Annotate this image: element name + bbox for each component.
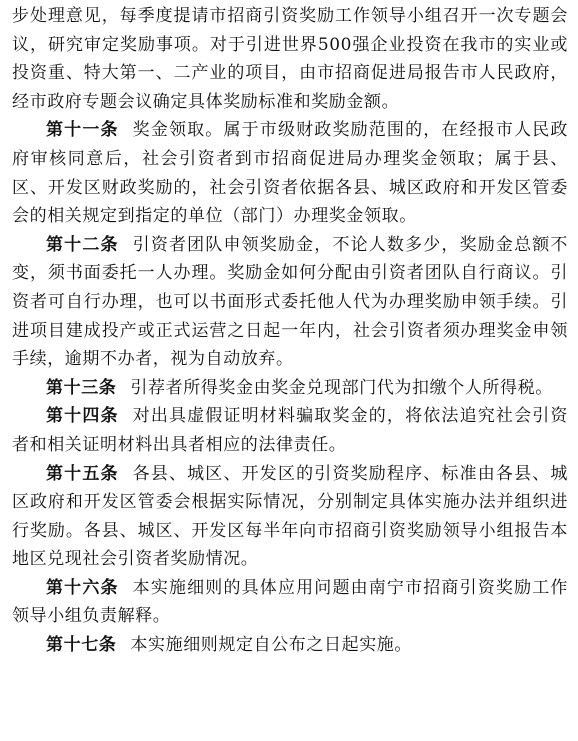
article-heading: 第十六条 xyxy=(46,577,119,598)
paragraph-text: 本实施细则的具体应用问题由南宁市招商引资奖励工作领导小组负责解释。 xyxy=(12,577,568,627)
paragraph-text: 引资者团队申领奖励金，不论人数多少，奖励金总额不变，须书面委托一人办理。奖励金如何分配由引资者团队自行商议。引资者可自行办理，也可以书面形式委托他人代为办理奖励申领手续。引进项目建成投产或正式运营之日起一年内，社会引资者须办理奖金申领手续，逾期不办者，视为自动放弃。 xyxy=(12,234,568,370)
article-15 xyxy=(12,460,568,574)
article-heading: 第十四条 xyxy=(46,406,119,427)
paragraph-text: 奖金领取。属于市级财政奖励范围的，在经报市人民政府审核同意后，社会引资者到市招商促进局办理奖金领取；属于县、区、开发区财政奖励的，社会引资者依据各县、城区政府和开发区管委会的相关规定到指定的单位（部门）办理奖金领取。 xyxy=(12,120,568,227)
paragraph-text: 对出具虚假证明材料骗取奖金的，将依法追究社会引资者和相关证明材料出具者相应的法律责任。 xyxy=(12,406,568,455)
paragraph-continuation xyxy=(12,2,568,116)
article-heading: 第十二条 xyxy=(46,234,119,255)
article-12 xyxy=(12,231,568,374)
article-heading: 第十七条 xyxy=(46,635,117,656)
article-17 xyxy=(12,631,568,660)
article-14 xyxy=(12,402,568,459)
paragraph-text: 引荐者所得奖金由奖金兑现部门代为扣缴个人所得税。 xyxy=(130,377,553,398)
paragraph-text: 本实施细则规定自公布之日起实施。 xyxy=(130,635,413,656)
article-heading: 第十五条 xyxy=(46,463,119,484)
paragraph-text: 各县、城区、开发区的引资奖励程序、标准由各县、城区政府和开发区管委会根据实际情况，分别制定具体实施办法并组织进行奖励。各县、城区、开发区每半年向市招商引资奖励领导小组报告本地区兑现社会引资者奖励情况。 xyxy=(12,463,568,570)
paragraph-text: 步处理意见，每季度提请市招商引资奖励工作领导小组召开一次专题会议，研究审定奖励事项。对于引进世界500强企业投资在我市的实业或投资重、特大第一、二产业的项目，由市招商促进局报告市人民政府，经市政府专题会议确定具体奖励标准和奖励金额。 xyxy=(12,6,568,112)
article-13 xyxy=(12,374,568,403)
article-heading: 第十一条 xyxy=(46,120,119,141)
article-heading: 第十三条 xyxy=(46,377,117,398)
article-11 xyxy=(12,116,568,230)
article-16 xyxy=(12,574,568,631)
